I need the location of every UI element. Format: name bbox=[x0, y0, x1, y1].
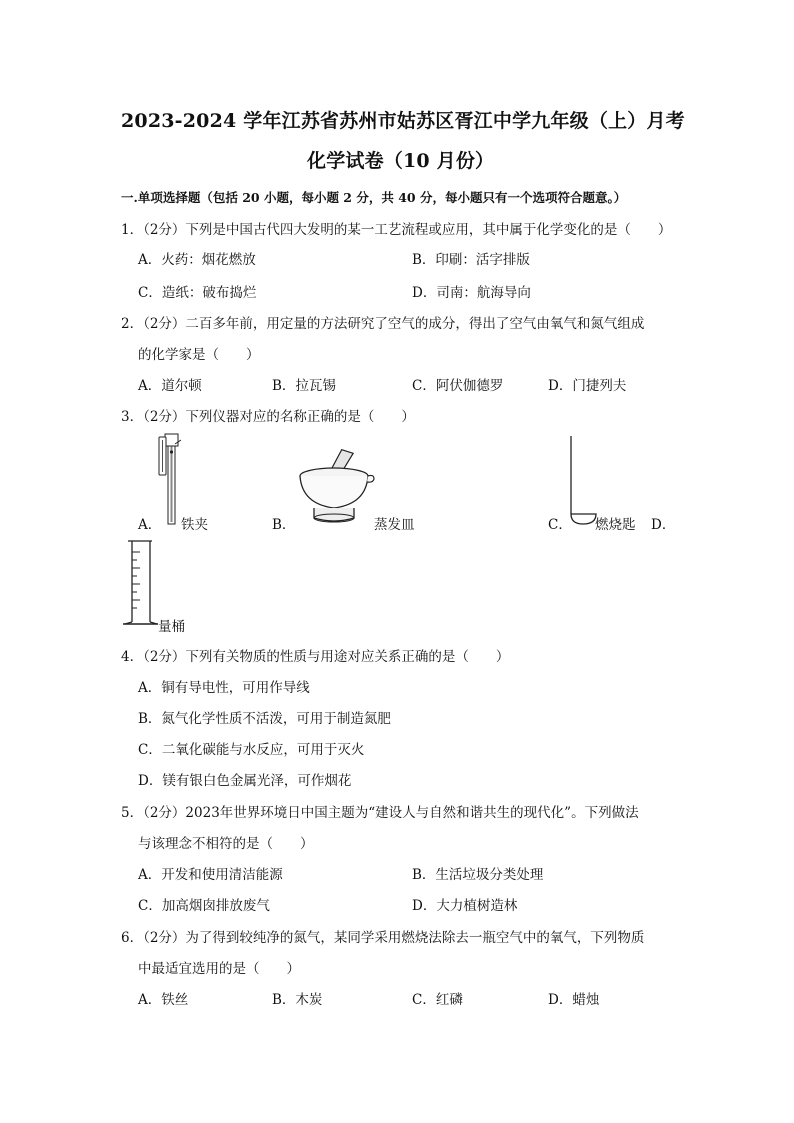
question-2-option-c: C．阿伏伽德罗 bbox=[412, 378, 504, 394]
exam-title-line1: 2023-2024 学年江苏省苏州市姑苏区胥江中学九年级（上）月考 bbox=[121, 110, 685, 132]
question-3-caption-c: 燃烧匙 bbox=[595, 517, 636, 533]
mortar-pestle-image bbox=[294, 446, 378, 526]
graduated-cylinder-image bbox=[120, 538, 160, 630]
section-heading: 一.单项选择题（包括 20 小题，每小题 2 分，共 40 分，每小题只有一个选项符合题意。） bbox=[121, 190, 627, 205]
question-2-option-b: B．拉瓦锡 bbox=[272, 378, 336, 394]
question-6-option-b: B．木炭 bbox=[272, 992, 323, 1008]
question-2-option-d: D．门捷列夫 bbox=[548, 378, 627, 394]
question-3-option-a: A． bbox=[138, 517, 162, 533]
question-6-stem-line2: 中最适宜选用的是（ ） bbox=[138, 961, 300, 977]
question-5-option-b: B．生活垃圾分类处理 bbox=[412, 867, 544, 883]
question-4-option-b: B．氮气化学性质不活泼，可用于制造氮肥 bbox=[138, 711, 391, 727]
question-4-option-c: C．二氧化碳能与水反应，可用于灭火 bbox=[138, 742, 365, 758]
question-2-stem-line1: 2．（2分）二百多年前，用定量的方法研究了空气的成分，得出了空气由氧气和氮气组成 bbox=[121, 316, 645, 332]
question-4-option-d: D．镁有银白色金属光泽，可作烟花 bbox=[138, 773, 352, 789]
question-3-option-d: D． bbox=[651, 517, 676, 533]
question-3-caption-a: 铁夹 bbox=[181, 517, 208, 533]
question-3-stem: 3．（2分）下列仪器对应的名称正确的是（ ） bbox=[121, 409, 415, 425]
question-5-stem-line1: 5．（2分）2023年世界环境日中国主题为“建设人与自然和谐共生的现代化”。下列做法 bbox=[121, 805, 639, 821]
question-2-option-a: A．道尔顿 bbox=[138, 378, 202, 394]
question-5-stem-line2: 与该理念不相符的是（ ） bbox=[138, 836, 314, 852]
question-3-option-c: C． bbox=[548, 517, 572, 533]
question-6-option-a: A．铁丝 bbox=[138, 992, 189, 1008]
exam-title-line2: 化学试卷（10 月份） bbox=[307, 150, 495, 172]
question-3-caption-d: 量桶 bbox=[158, 619, 185, 635]
question-5-option-d: D．大力植树造林 bbox=[412, 898, 518, 914]
question-6-option-d: D．蜡烛 bbox=[548, 992, 600, 1008]
question-3-caption-b: 蒸发皿 bbox=[374, 517, 415, 533]
question-6-option-c: C．红磷 bbox=[412, 992, 463, 1008]
question-2-stem-line2: 的化学家是（ ） bbox=[138, 347, 260, 363]
question-1-stem: 1．（2分）下列是中国古代四大发明的某一工艺流程或应用，其中属于化学变化的是（ ） bbox=[121, 222, 672, 238]
question-4-option-a: A．铜有导电性，可用作导线 bbox=[138, 680, 310, 696]
question-6-stem-line1: 6．（2分）为了得到较纯净的氮气，某同学采用燃烧法除去一瓶空气中的氧气，下列物质 bbox=[121, 930, 645, 946]
question-1-option-c: C．造纸：破布捣烂 bbox=[138, 285, 257, 301]
question-3-option-b: B． bbox=[272, 517, 296, 533]
question-1-option-d: D．司南：航海导向 bbox=[412, 285, 531, 301]
question-5-option-a: A．开发和使用清洁能源 bbox=[138, 867, 283, 883]
question-4-stem: 4．（2分）下列有关物质的性质与用途对应关系正确的是（ ） bbox=[121, 649, 510, 665]
question-1-option-a: A．火药：烟花燃放 bbox=[138, 252, 256, 268]
question-5-option-c: C．加高烟囱排放废气 bbox=[138, 898, 270, 914]
question-1-option-b: B．印刷：活字排版 bbox=[412, 252, 530, 268]
